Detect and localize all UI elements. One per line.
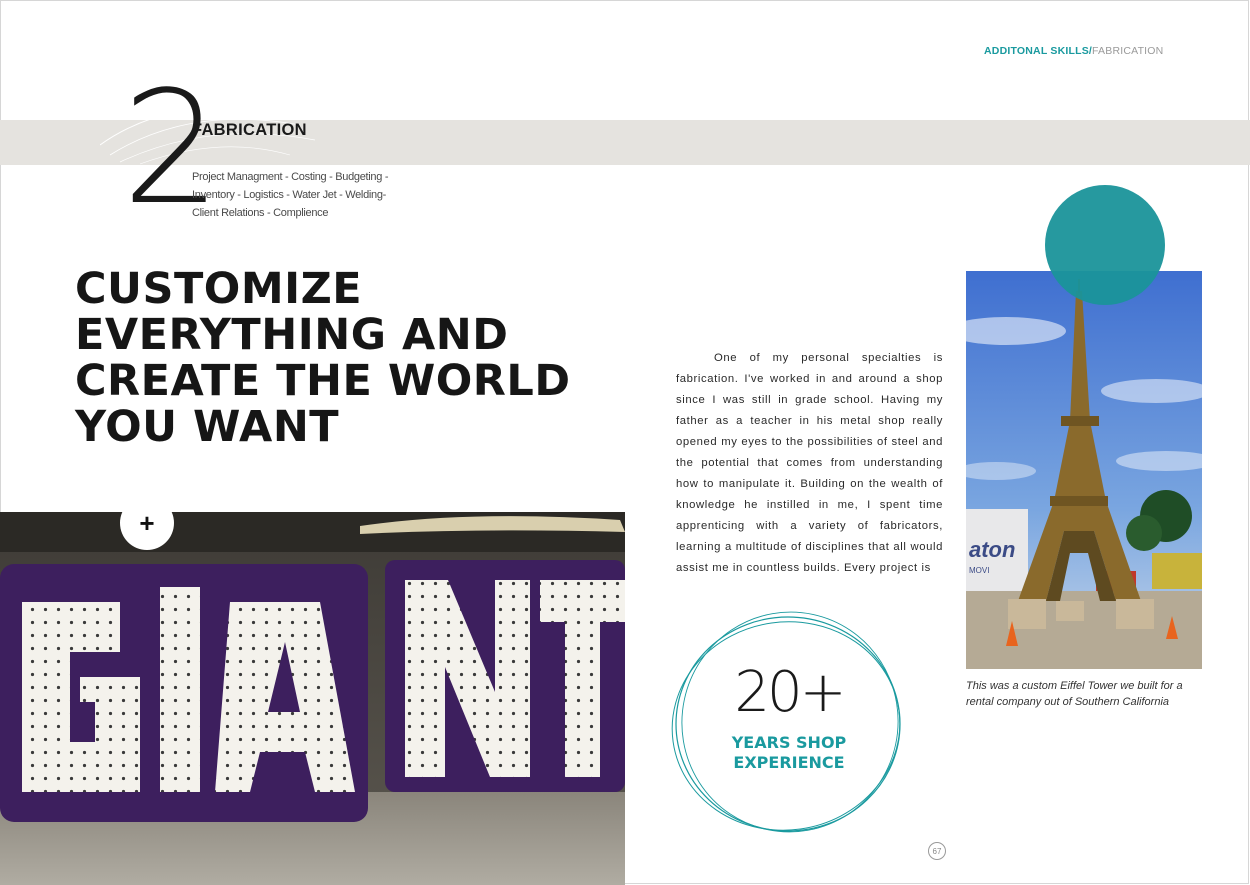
truck-subtext: MOVI	[969, 566, 990, 575]
photo-caption: This was a custom Eiffel Tower we built for a rental company out of Southern California	[966, 680, 1183, 708]
breadcrumb-section[interactable]: ADDITONAL SKILLS/	[984, 45, 1093, 57]
section-number: 2	[122, 57, 222, 239]
stat-label-line-2: EXPERIENCE	[733, 753, 845, 772]
section-skills: Project Managment - Costing - Budgeting - Inventory - Logistics - Water Jet - Welding- Client Relations - Complience	[192, 171, 389, 219]
page-number: 67	[928, 842, 946, 860]
giant-sign-photo	[0, 512, 625, 885]
stat-label	[710, 733, 868, 773]
eiffel-tower-photo	[966, 271, 1202, 669]
stat-label-line-1: YEARS SHOP	[731, 733, 847, 752]
headline-line-4: YOU WANT	[75, 402, 340, 452]
headline-line-3: CREATE THE WORLD	[75, 356, 571, 406]
breadcrumb-current: FABRICATION	[1092, 45, 1164, 57]
stat-number: 20+	[734, 660, 844, 725]
body-text: One of my personal specialties is fabrication. I've worked in and around a shop since I was still in grade school. Having my father as a teacher in his metal shop really opened my eyes to the possibilities of steel and the potential that comes from understanding how to manipulate it. Building on the wealth of knowledge he instilled in me, I spent time apprenticing with a variety of fabricators, learning a multitude of disciplines that all would assist me in countless builds. Every project is	[676, 352, 943, 574]
decorative-teal-circle	[1045, 185, 1165, 305]
headline-line-2: EVERYTHING AND	[75, 310, 509, 360]
section-title: FABRICATION	[192, 121, 307, 139]
headline-line-1: CUSTOMIZE	[75, 264, 363, 314]
breadcrumb	[984, 45, 1163, 57]
expand-plus-button[interactable]: +	[120, 496, 174, 550]
page-headline	[75, 266, 635, 450]
truck-text: aton	[969, 537, 1016, 562]
body-paragraph	[676, 348, 943, 588]
